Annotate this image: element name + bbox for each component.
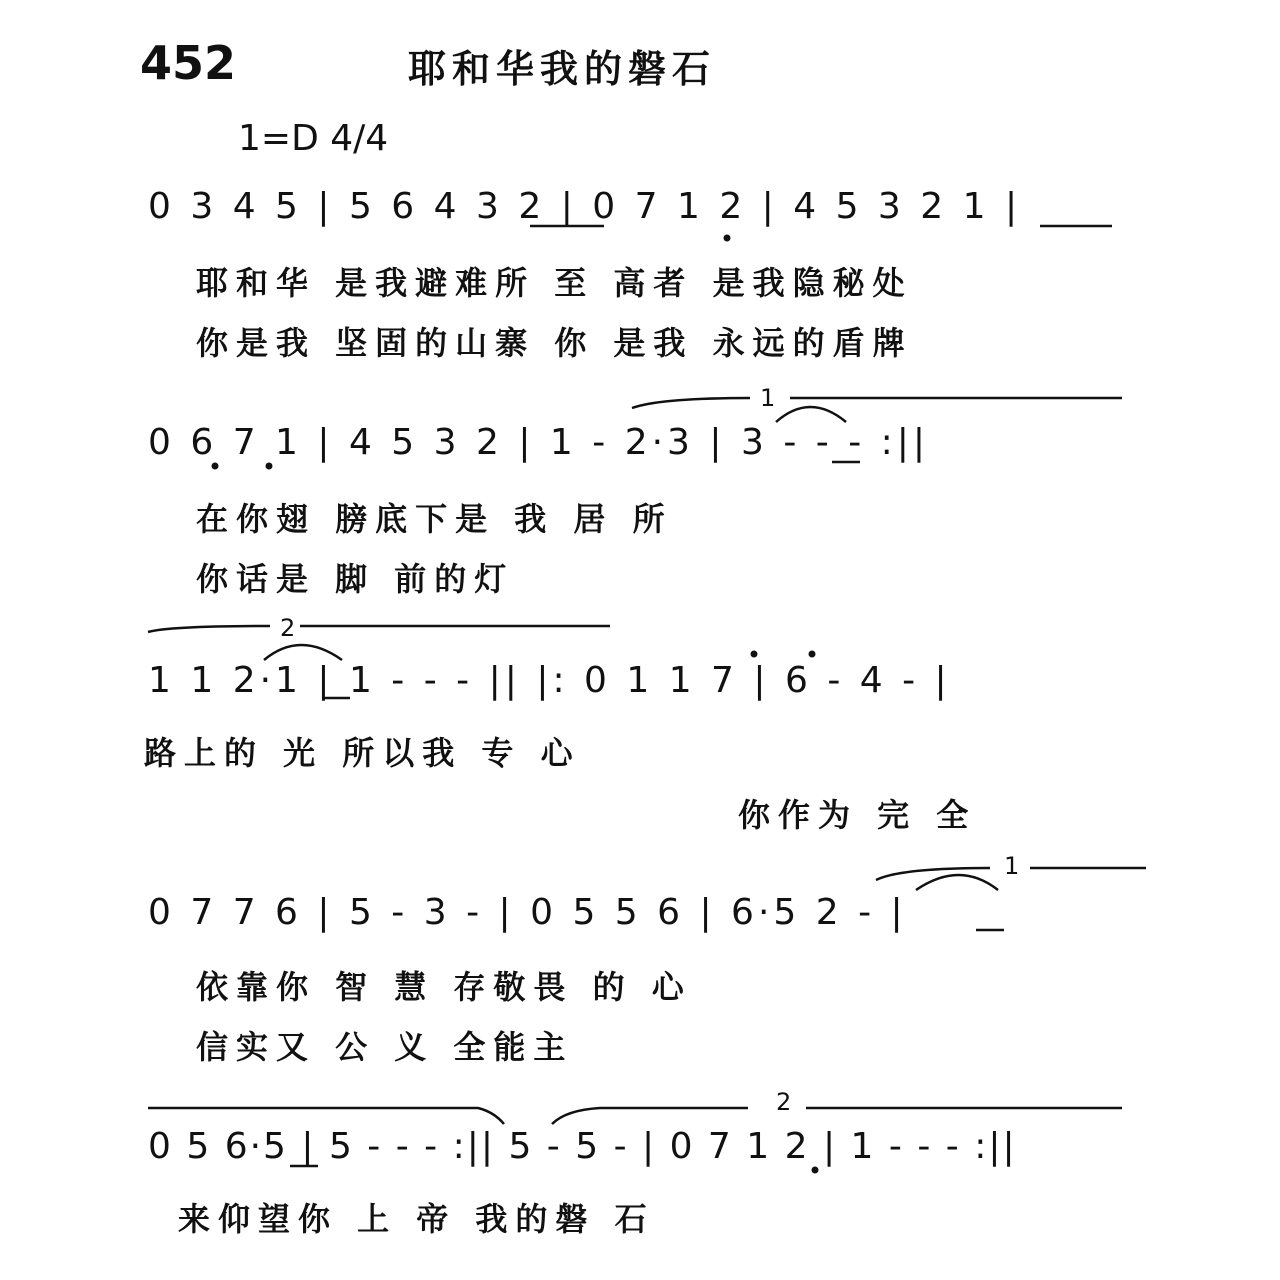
notation-row-2: 0 6 7 1 | 4 5 3 2 | 1 - 2·3 | 3 - - - :|| (148, 422, 930, 463)
lyric-row-3-verse-1: 路上的 光 所以我 专 心 (144, 734, 581, 772)
ending-bracket (552, 1108, 1122, 1124)
lyric-row-3-verse-2: 你作为 完 全 (738, 796, 977, 834)
slur (776, 407, 846, 422)
ending-marker-2: 2 (280, 614, 296, 642)
lyric-row-4-verse-2: 信实又 公 义 全能主 (196, 1028, 574, 1066)
lyric-row-1-verse-1: 耶和华 是我避难所 至 高者 是我隐秘处 (196, 264, 913, 302)
ending-marker-1: 1 (760, 384, 776, 412)
lyric-row-1-verse-2: 你是我 坚固的山寨 你 是我 永远的盾牌 (196, 324, 913, 362)
notation-row-5: 0 5 6·5 | 5 - - - :|| 5 - 5 - | 0 7 1 2 | 1 - - - :|| (148, 1126, 1017, 1167)
ending-bracket (876, 868, 1146, 880)
octave-dot-high (751, 651, 758, 658)
notation-row-4: 0 7 7 6 | 5 - 3 - | 0 5 5 6 | 6·5 2 - | (148, 892, 907, 933)
ending-bracket (148, 1108, 504, 1124)
octave-dot-low (212, 463, 219, 470)
slur (916, 875, 998, 890)
key-time-signature: 1=D 4/4 (238, 118, 389, 159)
lyric-row-2-verse-1: 在你翅 膀底下是 我 居 所 (196, 500, 673, 538)
octave-dot-low (812, 1167, 819, 1174)
hymn-number: 452 (140, 36, 237, 90)
octave-dot-high (809, 651, 816, 658)
ending-marker-1b: 1 (1004, 852, 1020, 880)
notation-row-3: 1 1 2·1 | 1 - - - || |: 0 1 1 7 | 6 - 4 - | (148, 660, 951, 701)
lyric-row-5-verse-1: 来仰望你 上 帝 我的磐 石 (178, 1200, 655, 1238)
lyric-row-2-verse-2: 你话是 脚 前的灯 (196, 560, 515, 598)
slur (264, 645, 342, 660)
song-title: 耶和华我的磐石 (408, 47, 717, 91)
ending-bracket (632, 398, 1122, 408)
octave-dot-low (724, 235, 731, 242)
ending-bracket (148, 626, 610, 632)
ending-marker-2b: 2 (776, 1088, 792, 1116)
lyric-row-4-verse-1: 依靠你 智 慧 存敬畏 的 心 (196, 968, 692, 1006)
notation-row-1: 0 3 4 5 | 5 6 4 3 2 | 0 7 1 2 | 4 5 3 2 1 | (148, 186, 1022, 227)
octave-dot-low (266, 463, 273, 470)
